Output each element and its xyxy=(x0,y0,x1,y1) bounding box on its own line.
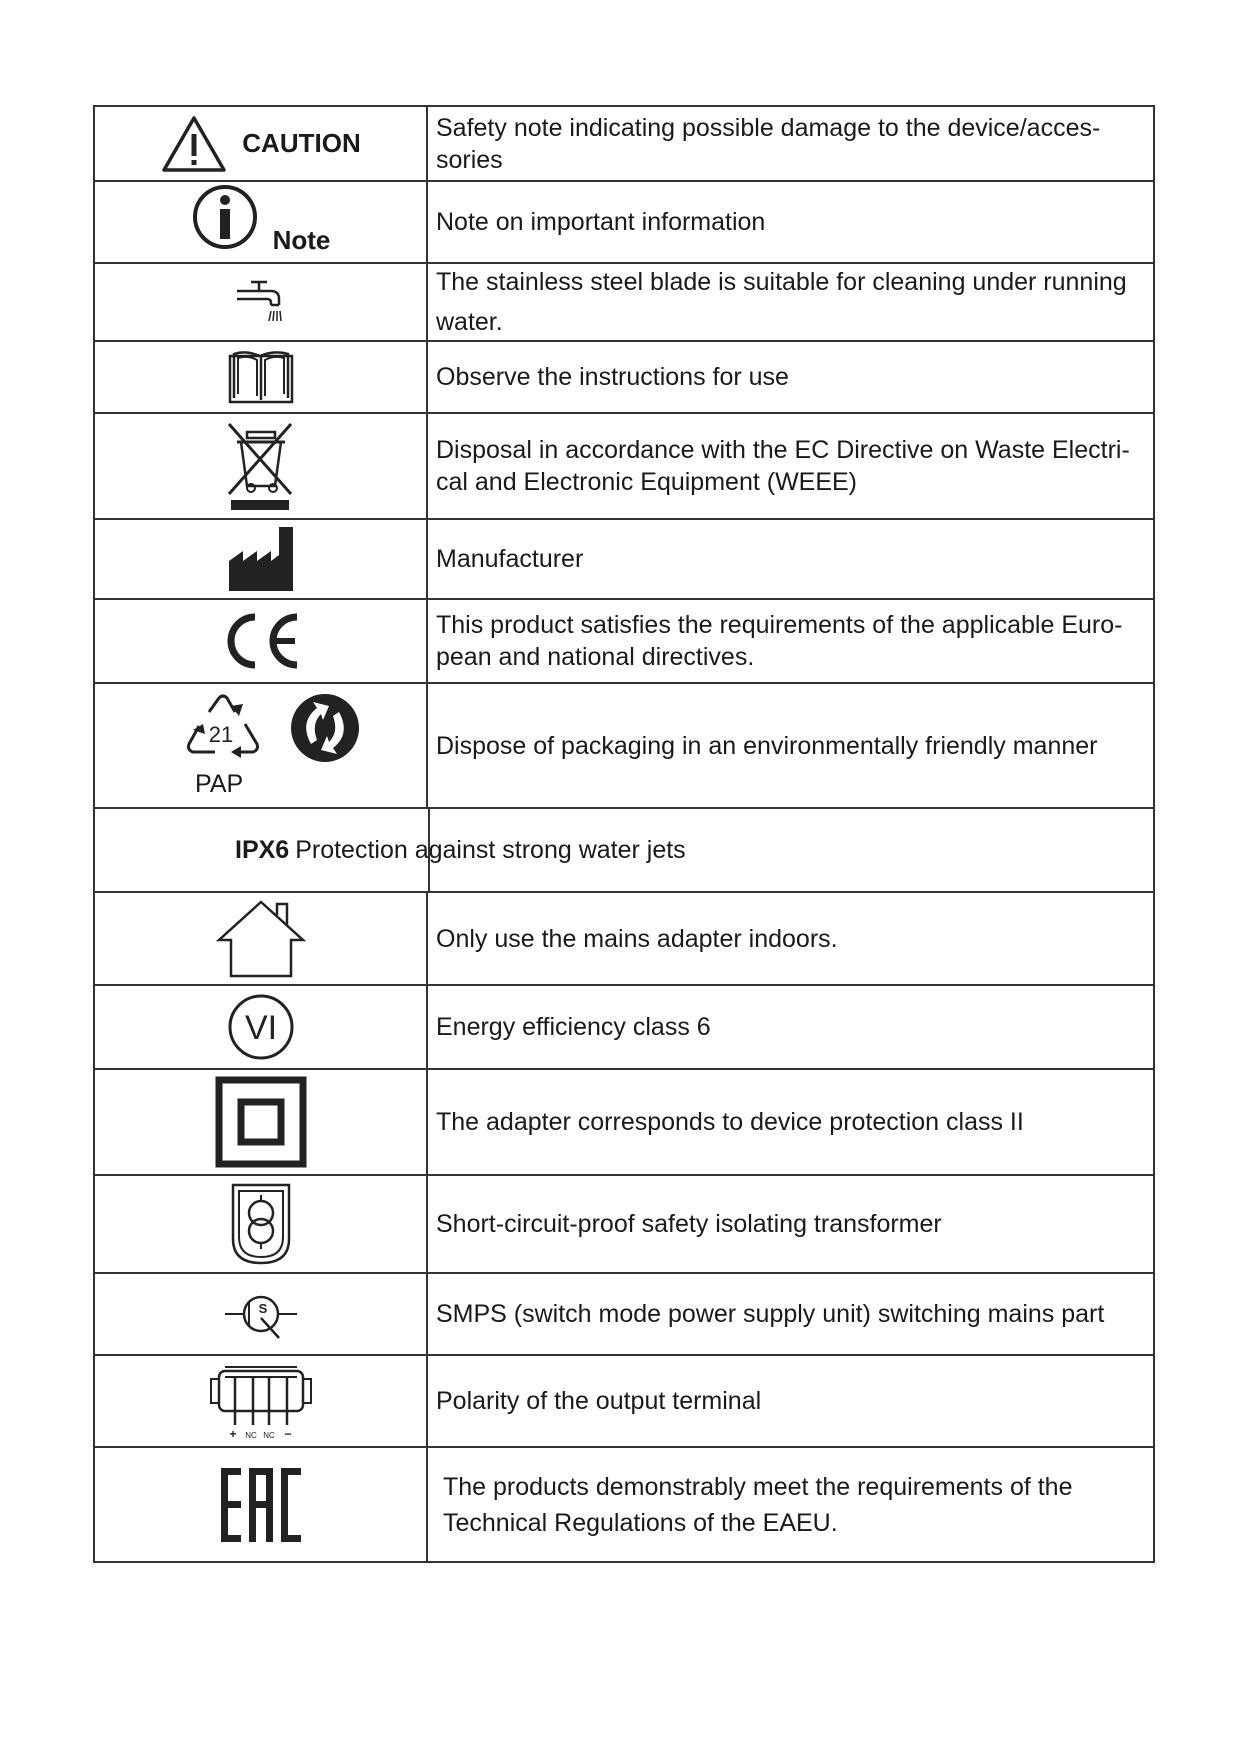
smps-switch-mode-icon xyxy=(223,1286,299,1342)
description-text: Energy efficiency class 6 xyxy=(436,1013,711,1041)
symbols-table xyxy=(93,105,1155,1563)
description-text: Polarity of the output terminal xyxy=(436,1387,762,1415)
row-description xyxy=(428,107,1153,180)
symbol-cell xyxy=(95,1448,428,1561)
ipx6-code: IPX6 xyxy=(235,835,290,864)
row-description xyxy=(428,414,1153,518)
note-label: Note xyxy=(272,224,331,255)
ipx6-line xyxy=(235,809,686,891)
info-icon xyxy=(191,183,259,251)
description-text: Disposal in accordance with the EC Directive on Waste Electri- cal and Electronic Equipment (WEEE) xyxy=(436,436,1130,496)
symbol-cell xyxy=(95,1274,428,1354)
row-description xyxy=(428,1448,1153,1561)
description-text: Observe the instructions for use xyxy=(436,363,789,391)
table-row-eac xyxy=(95,1448,1153,1561)
description-text: Dispose of packaging in an environmentally friendly manner xyxy=(436,731,1098,760)
symbol-cell xyxy=(95,1356,428,1446)
terminal-nc-1: NC xyxy=(244,1431,257,1440)
description-text: The stainless steel blade is suitable for cleaning under running water. xyxy=(436,268,1127,336)
recycle-code-label: PAP xyxy=(195,770,244,798)
description-text: The adapter corresponds to device protection class II xyxy=(436,1108,1024,1136)
symbol-cell xyxy=(95,893,428,984)
smps-letter: S xyxy=(258,1301,267,1316)
table-row-instructions xyxy=(95,342,1153,414)
description-text: Protection against strong water jets xyxy=(295,835,686,864)
eac-mark-icon xyxy=(219,1466,303,1544)
crossed-out-bin-icon xyxy=(225,418,297,514)
warning-triangle-icon xyxy=(160,114,228,174)
protection-class-ii-icon xyxy=(215,1076,307,1168)
table-row-running-water xyxy=(95,264,1153,342)
recycle-number: 21 xyxy=(208,722,234,747)
symbol-cell xyxy=(95,342,428,412)
running-water-tap-icon xyxy=(233,277,289,327)
table-row-caution xyxy=(95,107,1153,182)
row-description xyxy=(428,520,1153,598)
table-row-indoors xyxy=(95,893,1153,986)
table-row-packaging xyxy=(95,684,1153,809)
table-row-transformer xyxy=(95,1176,1153,1274)
symbol-cell xyxy=(95,600,428,682)
description-text: Note on important information xyxy=(436,208,766,236)
safety-isolating-transformer-icon xyxy=(229,1181,293,1267)
table-row-efficiency xyxy=(95,986,1153,1070)
symbol-cell xyxy=(95,107,428,180)
symbol-cell xyxy=(95,414,428,518)
recycling-triangle-icon xyxy=(181,692,265,772)
table-row-polarity xyxy=(95,1356,1153,1448)
symbol-cell xyxy=(95,520,428,598)
row-description xyxy=(428,264,1153,340)
table-row-class-ii xyxy=(95,1070,1153,1176)
row-description xyxy=(428,1176,1153,1272)
description-text: Only use the mains adapter indoors. xyxy=(436,924,838,953)
row-description xyxy=(428,1070,1153,1174)
green-dot-icon xyxy=(289,692,361,764)
row-description xyxy=(428,986,1153,1068)
terminal-minus: − xyxy=(283,1427,292,1441)
manufacturer-factory-icon xyxy=(227,525,295,593)
table-row-smps xyxy=(95,1274,1153,1356)
row-description xyxy=(428,684,1153,807)
row-description xyxy=(428,1274,1153,1354)
terminal-nc-2: NC xyxy=(262,1431,275,1440)
description-text: Manufacturer xyxy=(436,545,584,573)
symbol-cell xyxy=(95,684,428,807)
efficiency-class-vi-icon xyxy=(226,992,296,1062)
caution-label: CAUTION xyxy=(242,128,361,158)
row-description xyxy=(428,600,1153,682)
description-text: The products demonstrably meet the requirements of the Technical Regulations of the EAEU. xyxy=(443,1472,1073,1537)
output-terminal-polarity-icon xyxy=(209,1361,313,1441)
table-row-ce xyxy=(95,600,1153,684)
description-text: This product satisfies the requirements of the applicable Euro- pean and national directives. xyxy=(436,611,1123,671)
table-row-note xyxy=(95,182,1153,264)
ce-mark-icon xyxy=(219,611,303,671)
table-row-manufacturer xyxy=(95,520,1153,600)
symbol-cell xyxy=(95,1176,428,1272)
symbol-cell xyxy=(95,264,428,340)
row-description xyxy=(428,1356,1153,1446)
row-description xyxy=(428,342,1153,412)
efficiency-class-text: VI xyxy=(244,1009,277,1047)
house-indoor-use-icon xyxy=(215,898,307,980)
terminal-plus: + xyxy=(228,1427,237,1441)
symbol-cell xyxy=(95,182,428,262)
table-row-weee xyxy=(95,414,1153,520)
description-text: SMPS (switch mode power supply unit) switching mains part xyxy=(436,1300,1105,1328)
row-description xyxy=(428,182,1153,262)
table-row-ipx6 xyxy=(95,809,1153,893)
symbol-cell xyxy=(95,1070,428,1174)
description-text: Short-circuit-proof safety isolating transformer xyxy=(436,1210,942,1238)
row-description xyxy=(428,893,1153,984)
symbol-cell xyxy=(95,986,428,1068)
instruction-book-icon xyxy=(226,348,296,406)
description-text: Safety note indicating possible damage to the device/acces- sories xyxy=(436,113,1101,174)
